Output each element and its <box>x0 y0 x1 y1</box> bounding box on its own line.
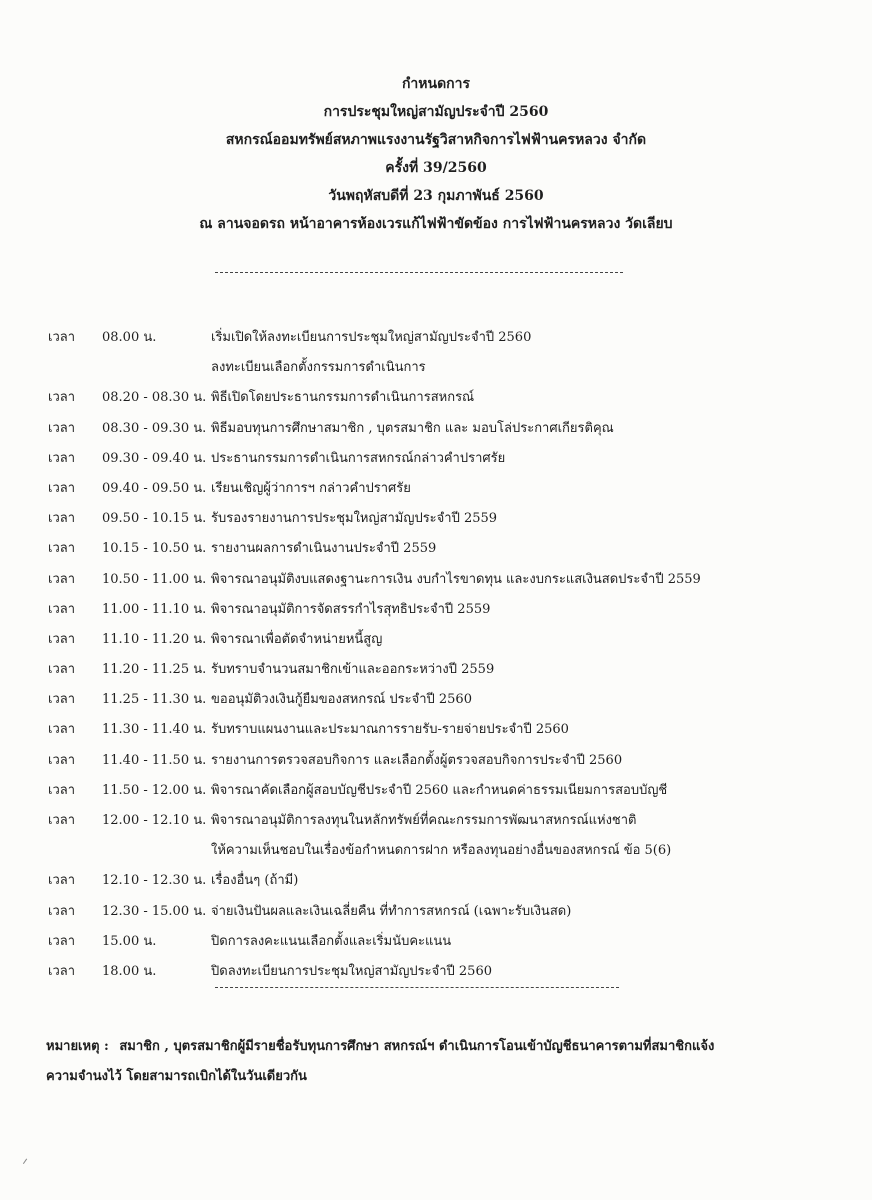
time-label: เวลา <box>48 571 76 587</box>
remark-section <box>46 1032 836 1092</box>
header-organization: สหกรณ์ออมทรัพย์สหภาพแรงงานรัฐวิสาหกิจการไฟฟ้านครหลวง จำกัด <box>225 132 647 148</box>
schedule-list <box>0 320 872 984</box>
agenda-item: พิจารณาอนุมัติการลงทุนในหลักทรัพย์ที่คณะกรรมการพัฒนาสหกรณ์แห่งชาติ <box>211 813 637 828</box>
time-range: 12.00 - 12.10 น. <box>102 813 207 828</box>
remark-label: หมายเหตุ : <box>46 1039 109 1054</box>
time-label: เวลา <box>48 480 76 496</box>
agenda-item: จ่ายเงินปันผลและเงินเฉลี่ยคืน ที่ทำการสหกรณ์ (เฉพาะรับเงินสด) <box>211 903 572 919</box>
agenda-item: พิจารณาอนุมัติงบแสดงฐานะการเงิน งบกำไรขาดทุน และงบกระแสเงินสดประจำปี 2559 <box>211 571 701 587</box>
agenda-item: รับทราบแผนงานและประมาณการรายรับ-รายจ่ายประจำปี 2560 <box>211 722 569 738</box>
time-range: 11.10 - 11.20 น. <box>102 631 207 647</box>
agenda-item: รายงานการตรวจสอบกิจการ และเลือกตั้งผู้ตรวจสอบกิจการประจำปี 2560 <box>211 752 623 768</box>
schedule-row <box>0 652 872 682</box>
schedule-row <box>0 773 872 803</box>
header-date: วันพฤหัสบดีที่ 23 กุมภาพันธ์ 2560 <box>328 188 544 204</box>
remark-text: สมาชิก , บุตรสมาชิกผู้มีรายชื่อรับทุนการศึกษา สหกรณ์ฯ ดำเนินการโอนเข้าบัญชีธนาคารตามที่สมาชิกแจ้ง <box>119 1039 715 1054</box>
time-range: 11.25 - 11.30 น. <box>102 692 207 708</box>
remark-line-2: ความจำนงไว้ โดยสามารถเบิกได้ในวันเดียวกัน <box>46 1069 307 1084</box>
time-range: 09.30 - 09.40 น. <box>102 450 207 466</box>
schedule-row-continuation <box>0 833 872 863</box>
agenda-item: ปิดการลงคะแนนเลือกตั้งและเริ่มนับคะแนน <box>211 933 452 949</box>
time-label: เวลา <box>48 511 76 527</box>
schedule-row <box>0 924 872 954</box>
time-label: เวลา <box>48 631 76 647</box>
document-header <box>0 70 872 238</box>
time-label: เวลา <box>48 873 76 889</box>
time-label: เวลา <box>48 601 76 617</box>
schedule-row <box>0 712 872 742</box>
agenda-item-continuation: ให้ความเห็นชอบในเรื่องข้อกำหนดการฝาก หรือลงทุนอย่างอื่นของสหกรณ์ ข้อ 5(6) <box>211 843 672 859</box>
time-range: 10.15 - 10.50 น. <box>102 541 207 557</box>
time-range: 12.30 - 15.00 น. <box>102 903 207 919</box>
schedule-row <box>0 531 872 561</box>
time-label: เวลา <box>48 752 76 768</box>
agenda-item: เริ่มเปิดให้ลงทะเบียนการประชุมใหญ่สามัญประจำปี 2560 <box>211 330 532 345</box>
time-range: 09.40 - 09.50 น. <box>102 480 207 496</box>
schedule-row <box>0 682 872 712</box>
time-label: เวลา <box>48 933 76 949</box>
time-label: เวลา <box>48 662 76 678</box>
time-range: 18.00 น. <box>102 963 157 979</box>
agenda-item: ประธานกรรมการดำเนินการสหกรณ์กล่าวคำปราศรัย <box>211 450 506 466</box>
schedule-row <box>0 411 872 441</box>
time-range: 11.20 - 11.25 น. <box>102 662 207 678</box>
remark-line-1 <box>46 1032 836 1062</box>
schedule-row <box>0 441 872 471</box>
time-range: 11.50 - 12.00 น. <box>102 782 207 798</box>
agenda-item-continuation: ลงทะเบียนเลือกตั้งกรรมการดำเนินการ <box>211 360 426 376</box>
time-range: 15.00 น. <box>102 933 157 949</box>
time-range: 11.00 - 11.10 น. <box>102 601 207 617</box>
header-divider <box>215 272 623 273</box>
time-label: เวลา <box>48 963 76 979</box>
time-range: 11.40 - 11.50 น. <box>102 752 207 768</box>
schedule-row <box>0 501 872 531</box>
schedule-row <box>0 863 872 893</box>
header-title: กำหนดการ <box>401 76 471 92</box>
schedule-row <box>0 622 872 652</box>
header-meeting-name: การประชุมใหญ่สามัญประจำปี 2560 <box>323 104 549 120</box>
agenda-item: ขออนุมัติวงเงินกู้ยืมของสหกรณ์ ประจำปี 2560 <box>211 692 472 708</box>
time-label: เวลา <box>48 450 76 466</box>
header-venue: ณ ลานจอดรถ หน้าอาคารห้องเวรแก้ไฟฟ้าขัดข้อง การไฟฟ้านครหลวง วัดเลียบ <box>199 216 673 232</box>
schedule-row <box>0 803 872 833</box>
time-label: เวลา <box>48 541 76 557</box>
agenda-item: พิจารณาคัดเลือกผู้สอบบัญชีประจำปี 2560 และกำหนดค่าธรรมเนียมการสอบบัญชี <box>211 782 668 798</box>
time-range: 11.30 - 11.40 น. <box>102 722 207 738</box>
time-range: 08.30 - 09.30 น. <box>102 420 207 436</box>
header-session-number: ครั้งที่ 39/2560 <box>385 160 487 176</box>
agenda-item: เรียนเชิญผู้ว่าการฯ กล่าวคำปราศรัย <box>211 480 411 496</box>
schedule-row-continuation <box>0 350 872 380</box>
time-range: 08.20 - 08.30 น. <box>102 390 207 406</box>
agenda-item: พิธีเปิดโดยประธานกรรมการดำเนินการสหกรณ์ <box>211 390 475 406</box>
time-range: 12.10 - 12.30 น. <box>102 873 207 889</box>
schedule-row <box>0 380 872 410</box>
time-range: 08.00 น. <box>102 330 157 345</box>
scan-mark <box>23 1159 32 1168</box>
agenda-item: พิจารณาเพื่อตัดจำหน่ายหนี้สูญ <box>211 631 383 647</box>
time-label: เวลา <box>48 813 76 828</box>
time-label: เวลา <box>48 692 76 708</box>
time-label: เวลา <box>48 390 76 406</box>
schedule-row <box>0 592 872 622</box>
schedule-row <box>0 954 872 984</box>
agenda-item: รายงานผลการดำเนินงานประจำปี 2559 <box>211 541 437 557</box>
time-label: เวลา <box>48 330 76 345</box>
schedule-row <box>0 743 872 773</box>
agenda-item: ปิดลงทะเบียนการประชุมใหญ่สามัญประจำปี 2560 <box>211 963 492 979</box>
agenda-item: รับทราบจำนวนสมาชิกเข้าและออกระหว่างปี 2559 <box>211 662 495 678</box>
time-label: เวลา <box>48 782 76 798</box>
schedule-row <box>0 894 872 924</box>
agenda-item: เรื่องอื่นๆ (ถ้ามี) <box>211 873 299 889</box>
agenda-item: รับรองรายงานการประชุมใหญ่สามัญประจำปี 2559 <box>211 511 498 527</box>
time-range: 09.50 - 10.15 น. <box>102 511 207 527</box>
time-label: เวลา <box>48 722 76 738</box>
time-label: เวลา <box>48 420 76 436</box>
time-range: 10.50 - 11.00 น. <box>102 571 207 587</box>
agenda-item: พิธีมอบทุนการศึกษาสมาชิก , บุตรสมาชิก และ มอบโล่ประกาศเกียรติคุณ <box>211 420 614 436</box>
schedule-row <box>0 471 872 501</box>
schedule-row <box>0 562 872 592</box>
agenda-item: พิจารณาอนุมัติการจัดสรรกำไรสุทธิประจำปี 2559 <box>211 601 491 617</box>
schedule-row <box>0 320 872 350</box>
schedule-divider <box>215 987 619 988</box>
time-label: เวลา <box>48 903 76 919</box>
